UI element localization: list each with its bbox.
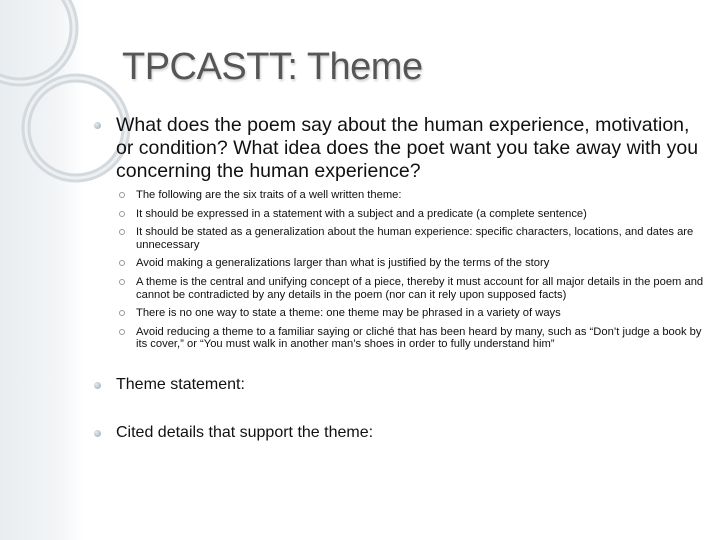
bullet-text: Theme statement: — [116, 375, 245, 393]
sub-bullet-7 — [90, 326, 705, 351]
sub-bullet-text: Avoid making a generalizations larger than what is justified by the terms of the story — [136, 257, 550, 270]
ring-bullet-icon — [119, 211, 125, 217]
ring-bullet-icon — [119, 279, 125, 285]
decorative-ring-top-highlight — [0, 0, 74, 82]
sub-bullet-2 — [90, 208, 705, 221]
sub-bullet-text: It should be expressed in a statement with a subject and a predicate (a complete sentence) — [136, 207, 587, 220]
sub-bullet-text: There is no one way to state a theme: one theme may be phrased in a variety of ways — [136, 307, 561, 320]
bullet-cited-details — [90, 423, 705, 443]
ring-bullet-icon — [119, 329, 125, 335]
sub-bullet-3 — [90, 226, 705, 251]
sub-bullet-text: A theme is the central and unifying concept of a piece, thereby it must account for all major details in the poem and cannot be contradicted by any details in the poem (nor can it rely upon supposed facts) — [136, 275, 704, 301]
bullet-icon — [94, 430, 101, 437]
bullet-icon — [94, 382, 101, 389]
ring-bullet-icon — [119, 260, 125, 266]
bullet-text: Cited details that support the theme: — [116, 423, 374, 441]
sub-bullet-5 — [90, 276, 705, 301]
sub-bullet-6 — [90, 307, 705, 320]
sub-bullet-text: Avoid reducing a theme to a familiar saying or cliché that has been heard by many, such as “Don’t judge a book by its cover,” or “You must walk in another man’s shoes in order to fully understand him” — [136, 325, 702, 351]
sub-bullet-1 — [90, 189, 705, 202]
ring-bullet-icon — [119, 310, 125, 316]
slide-title: TPCASTT: Theme — [122, 46, 423, 88]
decorative-ring-top — [0, 0, 74, 82]
sub-bullet-list — [90, 189, 705, 351]
bullet-text: What does the poem say about the human experience, motivation, or condition? What idea does the poet want you take away with you concerning the human experience? — [116, 114, 699, 182]
sub-bullet-text: The following are the six traits of a well written theme: — [136, 189, 402, 201]
bullet-theme-statement — [90, 375, 705, 395]
ring-bullet-icon — [119, 229, 125, 235]
ring-bullet-icon — [119, 192, 125, 198]
slide-content — [90, 114, 705, 443]
bullet-icon — [94, 122, 101, 129]
bullet-main-question — [90, 114, 705, 183]
sub-bullet-text: It should be stated as a generalization about the human experience: specific characters, locations, and dates are unnecessary — [136, 226, 694, 251]
sub-bullet-4 — [90, 257, 705, 270]
